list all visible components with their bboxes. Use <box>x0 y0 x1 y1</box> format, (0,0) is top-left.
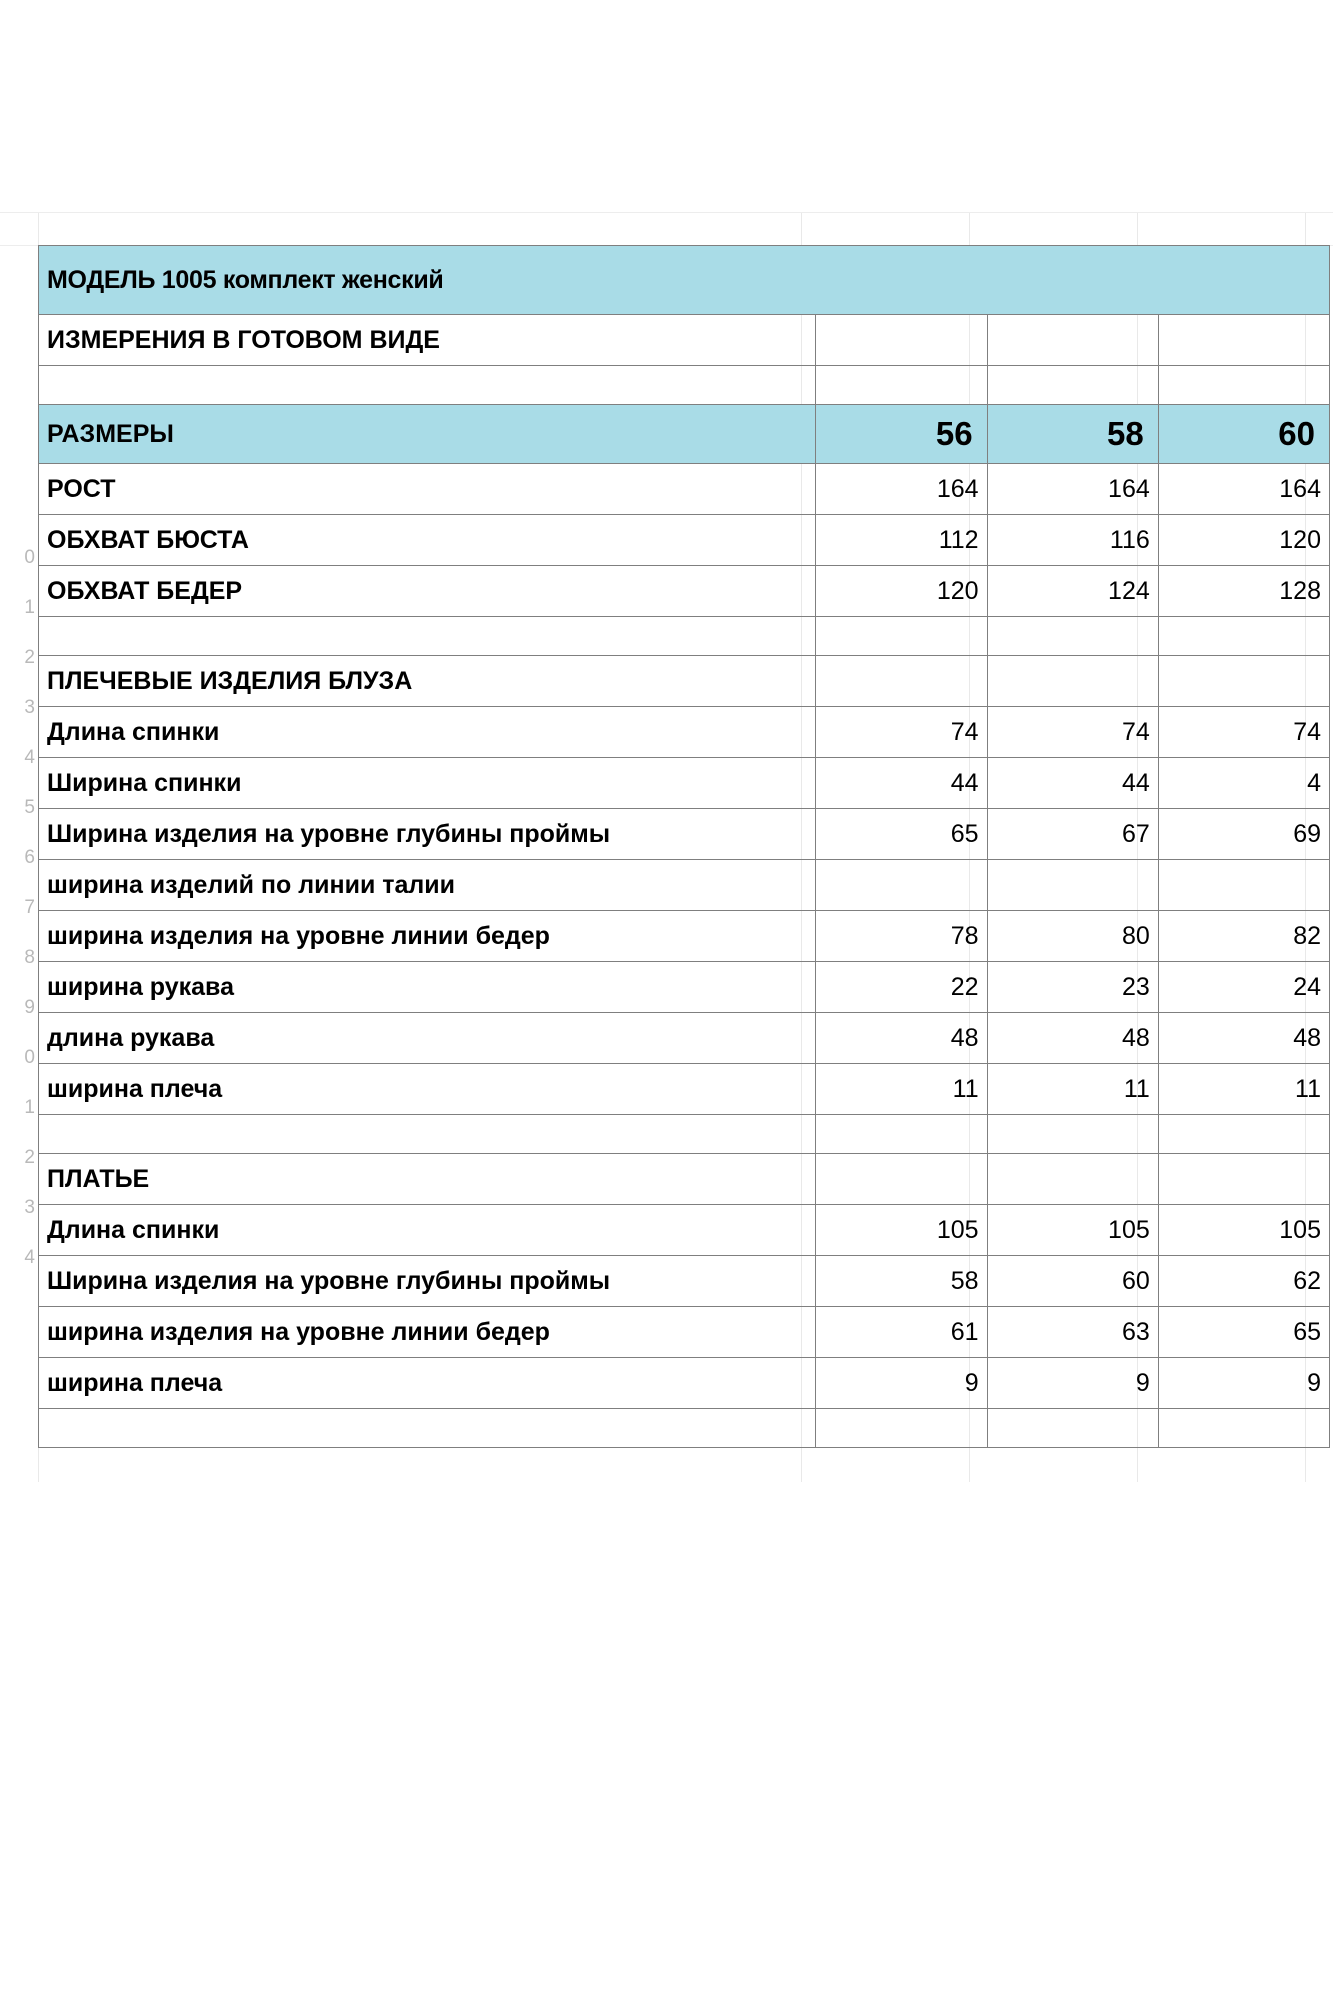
row-label-cell: ширина плеча <box>39 1064 816 1115</box>
measurement-cell: 9 <box>1158 1358 1329 1409</box>
title-row <box>39 246 1330 315</box>
row-label-cell: Длина спинки <box>39 707 816 758</box>
measurement-cell <box>816 1409 987 1448</box>
measurement-cell: 74 <box>816 707 987 758</box>
measurement-cell <box>987 1115 1158 1154</box>
measurement-cell: 65 <box>816 809 987 860</box>
table-row <box>39 758 1330 809</box>
row-label-cell: ОБХВАТ БЕДЕР <box>39 566 816 617</box>
row-label-cell <box>39 1115 816 1154</box>
measurement-cell <box>1158 617 1329 656</box>
measurement-cell: 128 <box>1158 566 1329 617</box>
table-row <box>39 860 1330 911</box>
size-header-label: РАЗМЕРЫ <box>39 405 816 464</box>
row-number <box>0 283 38 333</box>
spacer-row <box>39 366 1330 405</box>
row-label-cell: Ширина изделия на уровне глубины проймы <box>39 809 816 860</box>
row-number: 4 <box>24 747 35 768</box>
table-row <box>39 809 1330 860</box>
measurement-cell <box>987 617 1158 656</box>
table-row <box>39 1013 1330 1064</box>
row-number: 8 <box>24 947 35 968</box>
row-label-cell: ширина изделий по линии талии <box>39 860 816 911</box>
section-header-cell: ПЛЕЧЕВЫЕ ИЗДЕЛИЯ БЛУЗА <box>39 656 816 707</box>
row-label-cell: Ширина спинки <box>39 758 816 809</box>
subtitle-row <box>39 315 1330 366</box>
measurement-cell: 105 <box>987 1205 1158 1256</box>
table-row <box>39 515 1330 566</box>
measurement-cell: 80 <box>987 911 1158 962</box>
measurement-cell: 74 <box>1158 707 1329 758</box>
document-subtitle: ИЗМЕРЕНИЯ В ГОТОВОМ ВИДЕ <box>39 315 816 366</box>
measurement-cell: 9 <box>987 1358 1158 1409</box>
measurement-cell <box>987 656 1158 707</box>
row-label-cell: РОСТ <box>39 464 816 515</box>
measurement-cell <box>987 860 1158 911</box>
row-number <box>0 233 38 283</box>
row-number: 6 <box>24 847 35 868</box>
row-number-gutter <box>0 233 38 1333</box>
empty-cell <box>987 315 1158 366</box>
measurement-cell <box>816 860 987 911</box>
measurement-cell <box>1158 1154 1329 1205</box>
measurement-cell: 23 <box>987 962 1158 1013</box>
empty-cell <box>816 315 987 366</box>
measurement-cell <box>816 656 987 707</box>
measurement-cell <box>1158 1409 1329 1448</box>
measurement-cell: 48 <box>816 1013 987 1064</box>
measurement-cell: 11 <box>987 1064 1158 1115</box>
row-number <box>0 433 38 483</box>
measurement-cell <box>987 1409 1158 1448</box>
section-header-cell: ПЛАТЬЕ <box>39 1154 816 1205</box>
measurement-cell <box>816 1154 987 1205</box>
table-row <box>39 1064 1330 1115</box>
table-row <box>39 1307 1330 1358</box>
measurement-cell: 164 <box>816 464 987 515</box>
table-row <box>39 617 1330 656</box>
empty-cell <box>39 366 816 405</box>
size-header-row <box>39 405 1330 464</box>
row-number: 1 <box>24 597 35 618</box>
table-row <box>39 1409 1330 1448</box>
measurement-cell: 105 <box>816 1205 987 1256</box>
measurement-cell: 48 <box>987 1013 1158 1064</box>
table-body <box>39 246 1330 1448</box>
measurement-cell: 78 <box>816 911 987 962</box>
row-number: 2 <box>24 1147 35 1168</box>
row-number: 3 <box>24 697 35 718</box>
row-number: 0 <box>24 1047 35 1068</box>
measurement-cell: 120 <box>1158 515 1329 566</box>
measurement-cell <box>987 1154 1158 1205</box>
measurement-cell <box>1158 860 1329 911</box>
table-row <box>39 1154 1330 1205</box>
measurement-cell: 82 <box>1158 911 1329 962</box>
measurement-cell: 67 <box>987 809 1158 860</box>
row-label-cell <box>39 617 816 656</box>
table-row <box>39 464 1330 515</box>
measurement-cell <box>1158 656 1329 707</box>
size-column-header: 56 <box>816 405 987 464</box>
row-number: 9 <box>24 997 35 1018</box>
measurement-cell: 61 <box>816 1307 987 1358</box>
table-row <box>39 1115 1330 1154</box>
measurement-cell <box>816 617 987 656</box>
measurement-cell: 58 <box>816 1256 987 1307</box>
table-row <box>39 1205 1330 1256</box>
table-row <box>39 962 1330 1013</box>
row-label-cell: ширина плеча <box>39 1358 816 1409</box>
table-row <box>39 911 1330 962</box>
row-number: 5 <box>24 797 35 818</box>
measurement-cell: 124 <box>987 566 1158 617</box>
measurement-cell: 4 <box>1158 758 1329 809</box>
size-column-header: 58 <box>987 405 1158 464</box>
measurement-cell: 65 <box>1158 1307 1329 1358</box>
measurement-cell: 164 <box>1158 464 1329 515</box>
table-row <box>39 1358 1330 1409</box>
row-number <box>0 333 38 383</box>
row-number: 4 <box>24 1247 35 1268</box>
empty-cell <box>1158 315 1329 366</box>
measurement-cell: 24 <box>1158 962 1329 1013</box>
measurement-cell: 11 <box>816 1064 987 1115</box>
row-number: 1 <box>24 1097 35 1118</box>
row-label-cell: ширина рукава <box>39 962 816 1013</box>
row-label-cell: длина рукава <box>39 1013 816 1064</box>
measurement-cell: 22 <box>816 962 987 1013</box>
row-label-cell: Ширина изделия на уровне глубины проймы <box>39 1256 816 1307</box>
measurements-table <box>38 245 1330 1448</box>
row-label-cell: ширина изделия на уровне линии бедер <box>39 1307 816 1358</box>
measurement-cell: 74 <box>987 707 1158 758</box>
row-label-cell <box>39 1409 816 1448</box>
empty-cell <box>1158 366 1329 405</box>
row-number: 2 <box>24 647 35 668</box>
table-row <box>39 566 1330 617</box>
row-label-cell: ОБХВАТ БЮСТА <box>39 515 816 566</box>
table-row <box>39 707 1330 758</box>
row-number: 7 <box>24 897 35 918</box>
measurement-cell: 44 <box>987 758 1158 809</box>
measurement-cell: 112 <box>816 515 987 566</box>
measurement-cell: 44 <box>816 758 987 809</box>
row-number: 0 <box>24 547 35 568</box>
measurement-cell: 9 <box>816 1358 987 1409</box>
document-title: МОДЕЛЬ 1005 комплект женский <box>39 246 1330 315</box>
measurement-cell: 63 <box>987 1307 1158 1358</box>
measurement-cell: 120 <box>816 566 987 617</box>
measurement-cell: 60 <box>987 1256 1158 1307</box>
measurement-cell: 11 <box>1158 1064 1329 1115</box>
row-number <box>0 383 38 433</box>
row-number <box>0 483 38 533</box>
empty-cell <box>987 366 1158 405</box>
measurement-cell: 69 <box>1158 809 1329 860</box>
measurement-cell <box>1158 1115 1329 1154</box>
row-number: 3 <box>24 1197 35 1218</box>
measurement-cell <box>816 1115 987 1154</box>
row-number <box>0 1283 38 1333</box>
empty-cell <box>816 366 987 405</box>
measurement-cell: 116 <box>987 515 1158 566</box>
row-label-cell: ширина изделия на уровне линии бедер <box>39 911 816 962</box>
size-column-header: 60 <box>1158 405 1329 464</box>
measurement-cell: 62 <box>1158 1256 1329 1307</box>
table-row <box>39 656 1330 707</box>
measurement-cell: 105 <box>1158 1205 1329 1256</box>
measurement-cell: 164 <box>987 464 1158 515</box>
table-row <box>39 1256 1330 1307</box>
row-label-cell: Длина спинки <box>39 1205 816 1256</box>
measurement-cell: 48 <box>1158 1013 1329 1064</box>
